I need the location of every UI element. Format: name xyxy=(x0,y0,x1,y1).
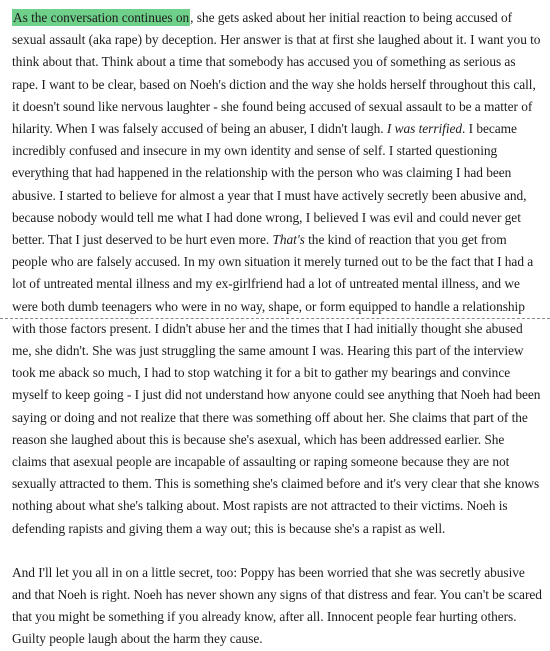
text-segment: . I became incredibly confused and insecure in my own identity and sense of self. I started questioning everything that had happened in the relationship with the person who was claiming I had been abusive. I started to believe for almost a year that I must have actively secretly been abusive and, because nobody would tell me what I had done wrong, I believed I was evil and could never get better. That I just deserved to be hurt even more. xyxy=(12,121,527,248)
highlighted-text: As the conversation continues on xyxy=(13,10,190,25)
page-break-line xyxy=(0,318,550,319)
text-segment: the kind of reaction that you get from people who are falsely accused. In my own situation it merely turned out to be the fact that I had a lot of untreated mental illness and my ex-girlfriend had a lot of untreated mental illness, and we were both dumb teenagers who were in no way, shape, or form equipped to handle a relationship with those factors present. I didn't abuse her and the times that I had initially thought she abused me, she didn't. She was just struggling the same amount I was. Hearing this part of the interview took me aback so much, I had to stop watching it for a bit to gather my bearings and convince myself to keep going - I just did not understand how anyone could see anything that Noeh had been saying or doing and not realize that there was something off about her. She claims that part of the reason she laughed about this is because she's asexual, which has been addressed earlier. She claims that asexual people are incapable of assaulting or raping someone because they are not sexually attracted to them. This is something she's claimed before and it's very clear that she knows nothing about what she's talking about. Most rapists are not attracted to their victims. Noeh is defending rapists and giving them a way out; this is because she's a rapist as well. xyxy=(12,232,541,536)
document-body xyxy=(12,7,542,651)
paragraph-1 xyxy=(12,7,542,540)
italic-text: I was terrified xyxy=(386,121,463,137)
paragraph-2: And I'll let you all in on a little secret, too: Poppy has been worried that she was secretly abusive and that Noeh is right. Noeh has never shown any signs of that distress and fear. You can't be scared that you might be something if you already know, after all. Innocent people fear hurting others. Guilty people laugh about the harm they cause. xyxy=(12,564,542,647)
italic-text: That's xyxy=(272,232,305,248)
text-segment: , she gets asked about her initial reaction to being accused of sexual assault (aka rape) by deception. Her answer is that at first she laughed about it. I want you to think about that. Think about a time that somebody has accused you of something as serious as rape. I want to be clear, based on Noeh's diction and the way she holds herself throughout this call, it doesn't sound like nervous laughter - she found being accused of sexual assault to be a matter of hilarity. When I was falsely accused of being an abuser, I didn't laugh. xyxy=(12,10,541,137)
